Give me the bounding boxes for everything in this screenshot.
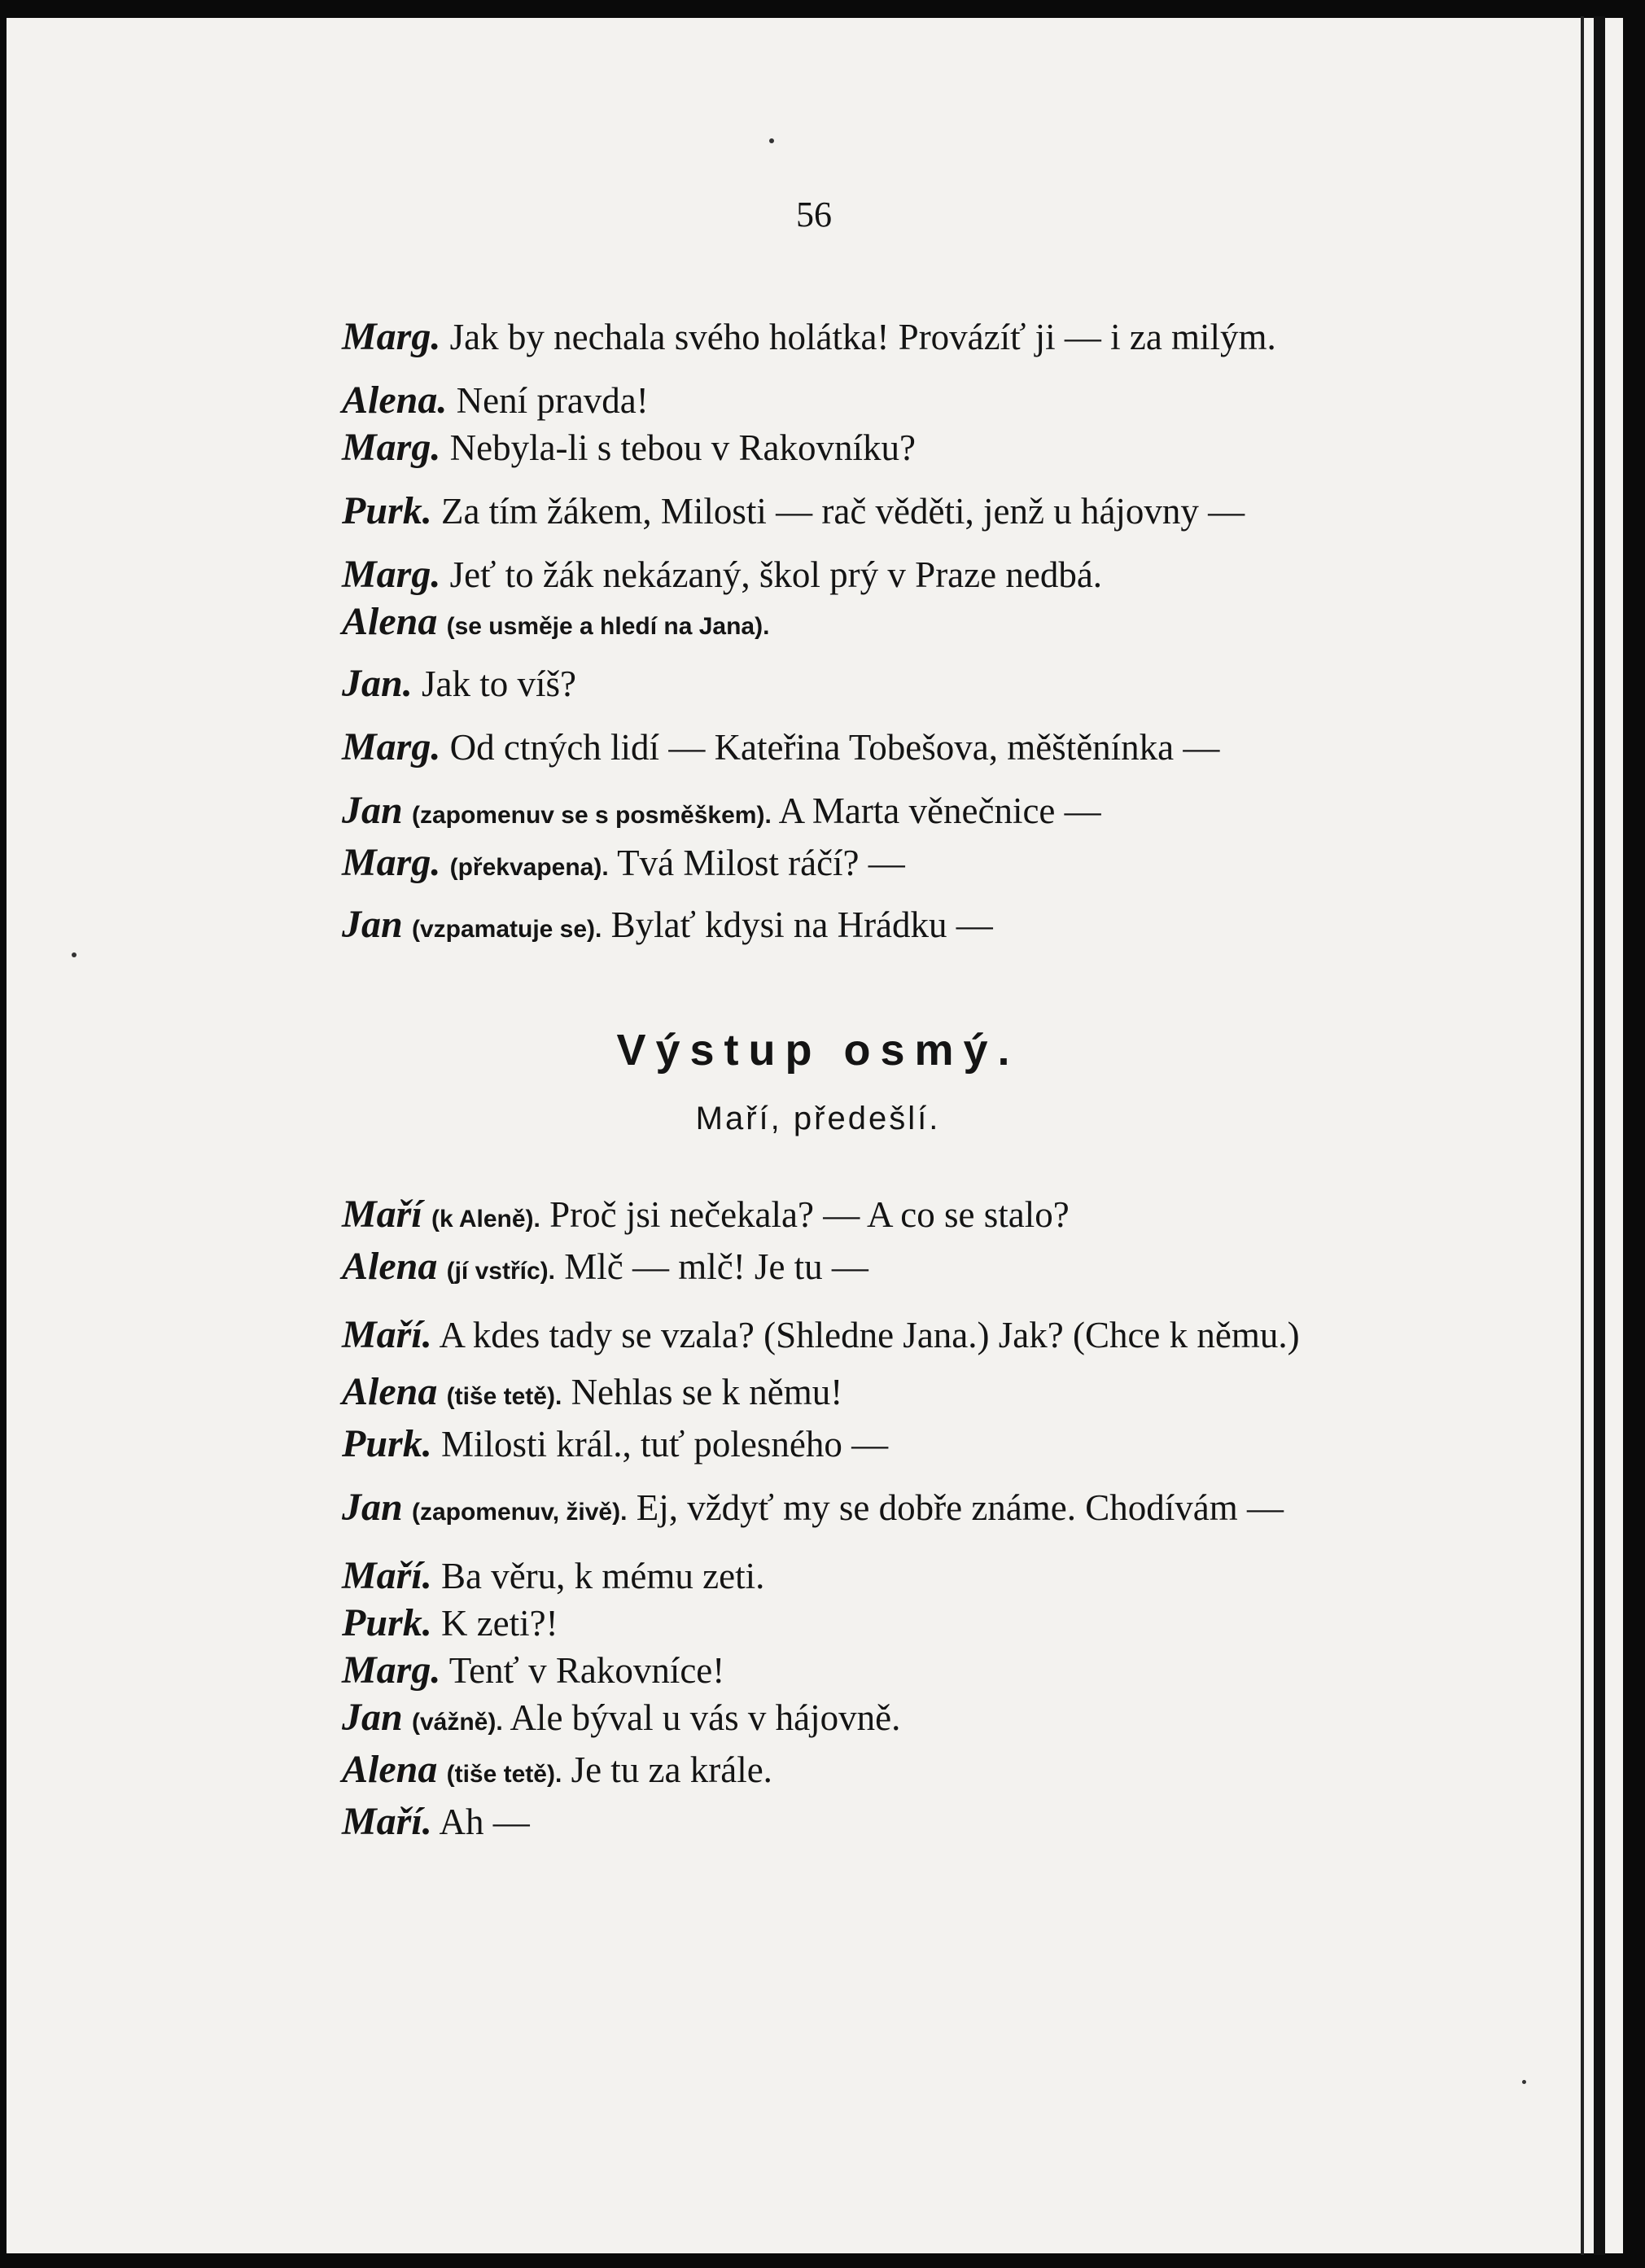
dialogue-line [244,901,1392,953]
dialogue-line [244,1243,1392,1295]
dialogue-line [244,424,1392,471]
scene-cast: Maří, předešlí. [695,1101,941,1136]
dialogue-line [244,1484,1392,1536]
dialogue-line [244,1368,1392,1421]
speech: Nebyla-li s tebou v Rakovníku? [449,427,916,468]
speaker: Marg. [342,553,441,596]
dialogue-line [244,1421,1392,1468]
dialogue-line [244,787,1392,839]
speech: Není pravda! [456,380,649,421]
speaker: Maří [342,1193,422,1236]
dialogue-before [244,313,1392,953]
speaker: Marg. [342,1648,441,1692]
speaker: Alena. [342,379,448,422]
speech: Jak to víš? [421,663,576,704]
speaker: Jan [342,789,403,832]
speaker: Marg. [342,426,441,469]
dialogue-line [244,839,1392,891]
dialogue-line [244,1311,1392,1359]
speaker: Jan. [342,662,413,705]
dialogue-line [244,1600,1392,1647]
speaker: Marg. [342,315,441,358]
binding-edge [1594,16,1605,2255]
binding-edge-inner [1581,16,1584,2255]
scene-heading: Výstup osmý. [616,1026,1020,1075]
speech: Za tím žákem, Milosti — rač věděti, jenž u hájovny — [440,491,1245,532]
stage-direction: (vzpamatuje se). [411,916,602,943]
speech: A Marta věnečnice — [778,790,1101,831]
stage-direction: (jí vstříc). [446,1258,555,1285]
dialogue-line [244,377,1392,424]
scan-speck [1522,2080,1526,2084]
stage-direction: (překvapena). [449,854,609,881]
speech: Ale býval u vás v hájovně. [510,1697,901,1738]
stage-direction: (zapomenuv, živě). [411,1499,628,1526]
scan-speck [72,952,77,957]
speaker: Marg. [342,841,441,884]
stage-direction: (vážně). [411,1709,503,1736]
speech: Od ctných lidí — Kateřina Tobešova, měštěnínka — [449,727,1220,768]
speech: Nehlas se k němu! [571,1372,843,1412]
speaker: Purk. [342,1422,432,1465]
stage-direction: (tiše tetě). [446,1383,562,1410]
speaker: Purk. [342,1601,432,1644]
speech: Ah — [439,1802,530,1842]
speech: Je tu za krále. [571,1749,772,1790]
speaker: Alena [342,1748,438,1791]
speaker: Alena [342,1245,438,1288]
stage-direction: (k Aleně). [431,1206,540,1233]
page-number: 56 [796,195,832,234]
dialogue-line [244,660,1392,707]
speech: Milosti král., tuť polesného — [440,1424,889,1465]
stage-direction: (tiše tetě). [446,1761,562,1788]
speech: Ej, vždyť my se dobře známe. Chodívám — [636,1487,1284,1528]
speaker: Jan [342,903,403,946]
speaker: Alena [342,1370,438,1413]
stage-direction: (zapomenuv se s posměškem). [411,802,772,829]
speech: Tenť v Rakovníce! [448,1650,725,1691]
dialogue-line [244,724,1392,771]
speaker: Marg. [342,725,441,768]
scan-speck [769,138,774,143]
speech: Mlč — mlč! Je tu — [564,1246,868,1287]
speaker: Alena [342,600,438,643]
dialogue-line [244,1798,1392,1845]
speech: Jak by nechala svého holátka! Provázíť ji — i za milým. [449,317,1276,357]
speech: K zeti?! [440,1603,558,1644]
dialogue-line [244,598,1392,650]
speaker: Maří. [342,1800,432,1843]
dialogue-line [244,1746,1392,1798]
speech: A kdes tady se vzala? (Shledne Jana.) Jak? (Chce k němu.) [439,1315,1300,1355]
dialogue-line [244,1647,1392,1694]
speaker: Maří. [342,1313,432,1356]
speech: Ba věru, k mému zeti. [440,1556,765,1596]
dialogue-line [244,1191,1392,1243]
speech: Tvá Milost ráčí? — [617,843,905,883]
play-text [244,297,1392,1845]
dialogue-line [244,488,1392,535]
speaker: Jan [342,1486,403,1529]
dialogue-line [244,313,1392,361]
stage-direction: (se usměje a hledí na Jana). [446,613,770,640]
speech: Proč jsi nečekala? — A co se stalo? [549,1194,1070,1235]
speaker: Maří. [342,1554,432,1597]
dialogue-line [244,1694,1392,1746]
speaker: Jan [342,1696,403,1739]
dialogue-after [244,1191,1392,1845]
speech: Bylať kdysi na Hrádku — [610,904,993,945]
dialogue-line [244,551,1392,598]
speaker: Purk. [342,489,432,532]
speech: Jeť to žák nekázaný, škol prý v Praze nedbá. [449,554,1103,595]
dialogue-line [244,1552,1392,1600]
